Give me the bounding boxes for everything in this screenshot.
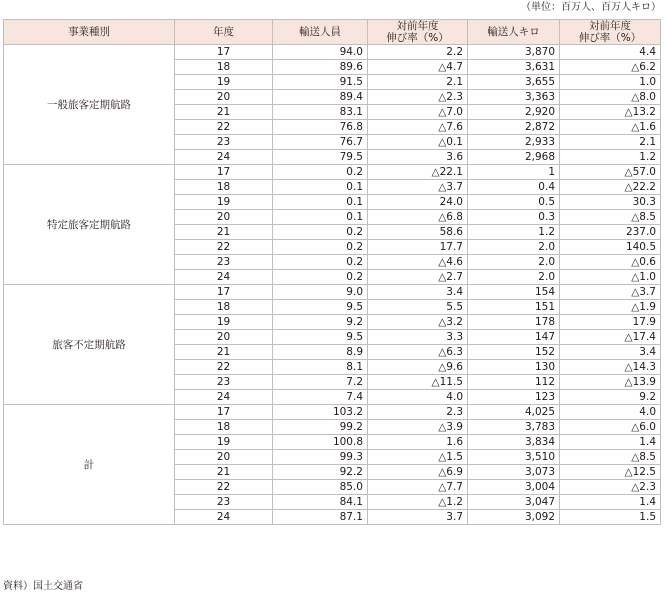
passengers-rate-cell: △2.3: [368, 90, 468, 105]
passenger-km-cell: 4,025: [468, 405, 560, 420]
passenger-km-cell: 178: [468, 315, 560, 330]
table-body: [4, 45, 661, 525]
passenger-km-rate-cell: 1.4: [560, 495, 661, 510]
passenger-km-cell: 2,968: [468, 150, 560, 165]
header-category: 事業種別: [4, 20, 175, 45]
year-cell: 18: [175, 300, 273, 315]
passenger-km-rate-cell: △13.2: [560, 105, 661, 120]
passengers-rate-cell: △7.6: [368, 120, 468, 135]
year-cell: 24: [175, 390, 273, 405]
passenger-km-cell: 151: [468, 300, 560, 315]
passenger-km-rate-cell: △14.3: [560, 360, 661, 375]
passenger-ferry-table: [3, 19, 661, 525]
passengers-rate-cell: △9.6: [368, 360, 468, 375]
year-cell: 24: [175, 270, 273, 285]
year-cell: 20: [175, 210, 273, 225]
passenger-km-cell: 152: [468, 345, 560, 360]
passengers-rate-cell: 2.2: [368, 45, 468, 60]
unit-note: （単位：百万人、百万人キロ）: [521, 2, 661, 13]
passengers-rate-cell: △4.6: [368, 255, 468, 270]
passengers-cell: 79.5: [273, 150, 368, 165]
passengers-cell: 76.8: [273, 120, 368, 135]
passengers-rate-cell: 3.4: [368, 285, 468, 300]
passengers-rate-cell: 2.1: [368, 75, 468, 90]
passenger-km-rate-cell: △17.4: [560, 330, 661, 345]
header-passengers-rate: 対前年度 伸び率（%）: [368, 20, 468, 45]
passengers-rate-cell: △1.2: [368, 495, 468, 510]
category-cell: 一般旅客定期航路: [4, 45, 175, 165]
passengers-rate-cell: △2.7: [368, 270, 468, 285]
passenger-km-cell: 3,631: [468, 60, 560, 75]
passenger-km-rate-cell: △1.0: [560, 270, 661, 285]
table-header: [4, 20, 661, 45]
year-cell: 18: [175, 420, 273, 435]
passenger-km-cell: 123: [468, 390, 560, 405]
table-row: [4, 45, 661, 60]
passenger-km-rate-cell: △8.5: [560, 450, 661, 465]
passenger-km-cell: 112: [468, 375, 560, 390]
passengers-cell: 9.5: [273, 300, 368, 315]
passengers-cell: 100.8: [273, 435, 368, 450]
passenger-km-cell: 2,933: [468, 135, 560, 150]
year-cell: 19: [175, 315, 273, 330]
passenger-km-rate-cell: 3.4: [560, 345, 661, 360]
passengers-rate-cell: △7.0: [368, 105, 468, 120]
passenger-km-rate-cell: 4.4: [560, 45, 661, 60]
passenger-km-rate-cell: 1.0: [560, 75, 661, 90]
table-row: [4, 405, 661, 420]
passengers-cell: 0.1: [273, 195, 368, 210]
passenger-km-rate-cell: 9.2: [560, 390, 661, 405]
passengers-cell: 0.2: [273, 225, 368, 240]
year-cell: 17: [175, 405, 273, 420]
category-cell: 特定旅客定期航路: [4, 165, 175, 285]
header-year: 年度: [175, 20, 273, 45]
passengers-cell: 9.0: [273, 285, 368, 300]
passenger-km-cell: 3,783: [468, 420, 560, 435]
passengers-cell: 99.3: [273, 450, 368, 465]
passengers-rate-cell: 1.6: [368, 435, 468, 450]
passenger-km-rate-cell: △13.9: [560, 375, 661, 390]
passengers-cell: 87.1: [273, 510, 368, 525]
category-cell: 旅客不定期航路: [4, 285, 175, 405]
header-passengers: 輸送人員: [273, 20, 368, 45]
passenger-km-rate-cell: △57.0: [560, 165, 661, 180]
passengers-rate-cell: 58.6: [368, 225, 468, 240]
passengers-cell: 0.2: [273, 240, 368, 255]
passenger-km-cell: 0.4: [468, 180, 560, 195]
passengers-cell: 84.1: [273, 495, 368, 510]
year-cell: 17: [175, 285, 273, 300]
passenger-km-cell: 3,655: [468, 75, 560, 90]
header-passenger-km-rate: 対前年度 伸び率（%）: [560, 20, 661, 45]
passengers-cell: 91.5: [273, 75, 368, 90]
passenger-km-cell: 2.0: [468, 255, 560, 270]
passengers-rate-cell: △3.7: [368, 180, 468, 195]
passenger-km-rate-cell: 17.9: [560, 315, 661, 330]
passengers-cell: 89.6: [273, 60, 368, 75]
table-row: [4, 285, 661, 300]
passenger-km-rate-cell: △3.7: [560, 285, 661, 300]
passengers-rate-cell: △7.7: [368, 480, 468, 495]
passengers-rate-cell: 3.6: [368, 150, 468, 165]
passenger-km-cell: 0.5: [468, 195, 560, 210]
passengers-cell: 85.0: [273, 480, 368, 495]
passenger-km-cell: 3,870: [468, 45, 560, 60]
passengers-rate-cell: 4.0: [368, 390, 468, 405]
passenger-km-rate-cell: △12.5: [560, 465, 661, 480]
passenger-km-cell: 154: [468, 285, 560, 300]
passengers-cell: 8.1: [273, 360, 368, 375]
passenger-km-rate-cell: △1.9: [560, 300, 661, 315]
passengers-cell: 0.2: [273, 270, 368, 285]
passenger-km-cell: 3,363: [468, 90, 560, 105]
passengers-cell: 7.4: [273, 390, 368, 405]
passenger-km-cell: 1: [468, 165, 560, 180]
passenger-km-rate-cell: 4.0: [560, 405, 661, 420]
passengers-rate-cell: △3.9: [368, 420, 468, 435]
passengers-rate-cell: △6.9: [368, 465, 468, 480]
passenger-km-cell: 3,047: [468, 495, 560, 510]
year-cell: 23: [175, 135, 273, 150]
passengers-cell: 7.2: [273, 375, 368, 390]
year-cell: 21: [175, 225, 273, 240]
passengers-rate-cell: △6.3: [368, 345, 468, 360]
passenger-km-cell: 2,920: [468, 105, 560, 120]
passengers-rate-cell: △0.1: [368, 135, 468, 150]
passengers-cell: 8.9: [273, 345, 368, 360]
passenger-km-cell: 2.0: [468, 240, 560, 255]
passenger-km-cell: 130: [468, 360, 560, 375]
passengers-rate-cell: △3.2: [368, 315, 468, 330]
passenger-km-cell: 2.0: [468, 270, 560, 285]
year-cell: 21: [175, 345, 273, 360]
passengers-cell: 9.2: [273, 315, 368, 330]
passenger-km-rate-cell: 140.5: [560, 240, 661, 255]
category-cell: 計: [4, 405, 175, 525]
passenger-km-rate-cell: △6.2: [560, 60, 661, 75]
passenger-km-rate-cell: 237.0: [560, 225, 661, 240]
passenger-km-rate-cell: △1.6: [560, 120, 661, 135]
year-cell: 23: [175, 255, 273, 270]
passenger-km-rate-cell: 1.4: [560, 435, 661, 450]
passengers-cell: 89.4: [273, 90, 368, 105]
year-cell: 23: [175, 495, 273, 510]
passenger-km-cell: 3,004: [468, 480, 560, 495]
year-cell: 19: [175, 75, 273, 90]
passengers-cell: 0.1: [273, 210, 368, 225]
passenger-km-cell: 3,073: [468, 465, 560, 480]
year-cell: 18: [175, 60, 273, 75]
passengers-cell: 0.2: [273, 255, 368, 270]
year-cell: 22: [175, 240, 273, 255]
passenger-km-rate-cell: 1.2: [560, 150, 661, 165]
year-cell: 22: [175, 360, 273, 375]
passengers-rate-cell: 24.0: [368, 195, 468, 210]
year-cell: 24: [175, 510, 273, 525]
passengers-cell: 103.2: [273, 405, 368, 420]
year-cell: 24: [175, 150, 273, 165]
passengers-rate-cell: △6.8: [368, 210, 468, 225]
passenger-km-cell: 2,872: [468, 120, 560, 135]
year-cell: 20: [175, 330, 273, 345]
passengers-rate-cell: △11.5: [368, 375, 468, 390]
year-cell: 20: [175, 450, 273, 465]
passenger-km-rate-cell: 30.3: [560, 195, 661, 210]
passenger-km-rate-cell: 1.5: [560, 510, 661, 525]
passenger-km-cell: 3,510: [468, 450, 560, 465]
year-cell: 22: [175, 480, 273, 495]
passenger-km-rate-cell: △0.6: [560, 255, 661, 270]
passengers-cell: 83.1: [273, 105, 368, 120]
year-cell: 22: [175, 120, 273, 135]
passenger-km-cell: 3,834: [468, 435, 560, 450]
year-cell: 21: [175, 105, 273, 120]
passenger-km-cell: 1.2: [468, 225, 560, 240]
passenger-km-rate-cell: △22.2: [560, 180, 661, 195]
passenger-km-cell: 0.3: [468, 210, 560, 225]
passengers-cell: 9.5: [273, 330, 368, 345]
passenger-km-cell: 147: [468, 330, 560, 345]
passengers-rate-cell: 3.3: [368, 330, 468, 345]
passenger-km-rate-cell: △6.0: [560, 420, 661, 435]
passengers-cell: 0.1: [273, 180, 368, 195]
year-cell: 20: [175, 90, 273, 105]
passenger-km-rate-cell: 2.1: [560, 135, 661, 150]
passengers-cell: 0.2: [273, 165, 368, 180]
year-cell: 19: [175, 195, 273, 210]
source-note: 資料）国土交通省: [3, 581, 83, 592]
passengers-rate-cell: 5.5: [368, 300, 468, 315]
year-cell: 17: [175, 45, 273, 60]
year-cell: 17: [175, 165, 273, 180]
year-cell: 19: [175, 435, 273, 450]
passengers-rate-cell: 17.7: [368, 240, 468, 255]
passenger-km-rate-cell: △8.0: [560, 90, 661, 105]
year-cell: 21: [175, 465, 273, 480]
header-passenger-km: 輸送人キロ: [468, 20, 560, 45]
passenger-km-cell: 3,092: [468, 510, 560, 525]
passengers-cell: 99.2: [273, 420, 368, 435]
passengers-rate-cell: 3.7: [368, 510, 468, 525]
table-row: [4, 165, 661, 180]
passengers-cell: 76.7: [273, 135, 368, 150]
year-cell: 23: [175, 375, 273, 390]
passengers-rate-cell: △1.5: [368, 450, 468, 465]
passengers-rate-cell: 2.3: [368, 405, 468, 420]
passengers-cell: 92.2: [273, 465, 368, 480]
passengers-cell: 94.0: [273, 45, 368, 60]
passengers-rate-cell: △22.1: [368, 165, 468, 180]
passenger-km-rate-cell: △8.5: [560, 210, 661, 225]
passenger-km-rate-cell: △2.3: [560, 480, 661, 495]
passengers-rate-cell: △4.7: [368, 60, 468, 75]
year-cell: 18: [175, 180, 273, 195]
